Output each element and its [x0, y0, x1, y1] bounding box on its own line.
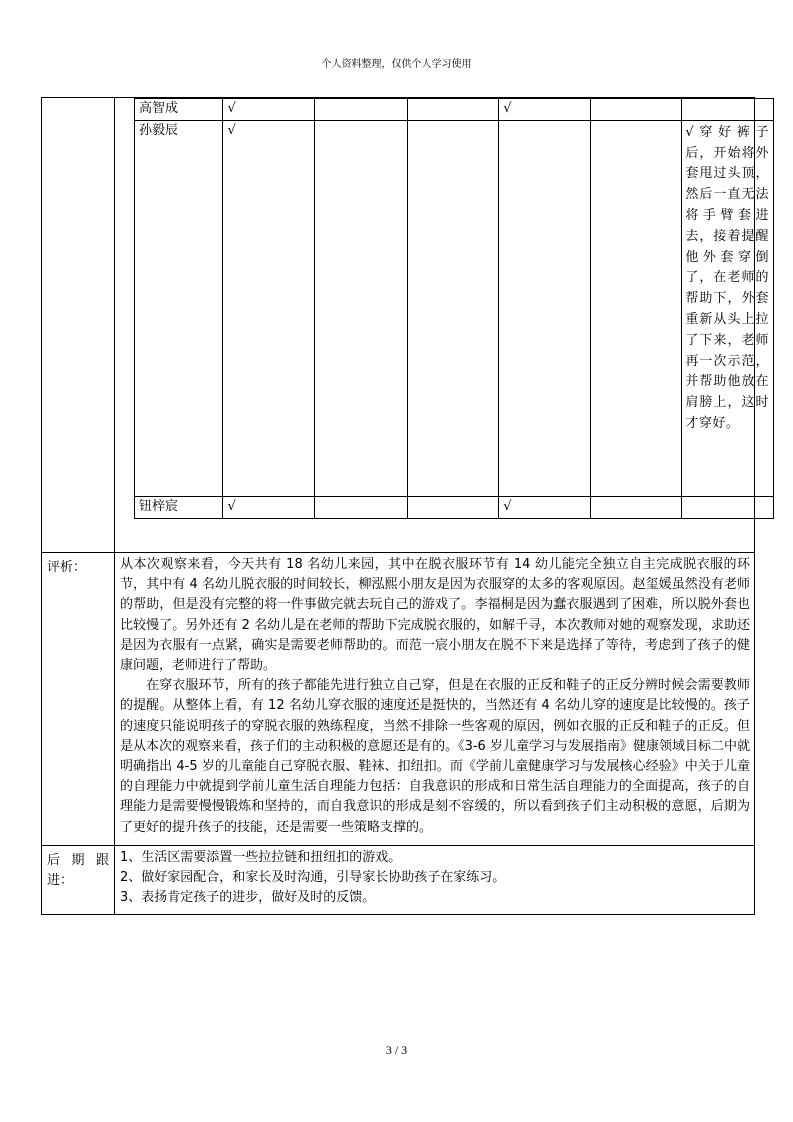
analysis-text — [115, 553, 755, 846]
observation-table — [41, 97, 769, 915]
table-row — [135, 496, 774, 518]
student-name: 孙毅辰 — [135, 120, 223, 496]
table-row — [135, 99, 774, 121]
followup-item: 1、生活区需要添置一些拉拉链和扭纽扣的游戏。 — [120, 850, 402, 865]
empty-cell — [590, 99, 682, 121]
empty-cell — [407, 120, 499, 496]
note-cell — [682, 496, 774, 518]
analysis-row — [42, 553, 755, 846]
empty-cell — [590, 120, 682, 496]
page-header: 个人资料整理，仅供个人学习使用 — [321, 59, 472, 70]
empty-cell — [407, 496, 499, 518]
student-name: 钮梓宸 — [135, 496, 223, 518]
student-name: 高智成 — [135, 99, 223, 121]
check-mark: √ — [223, 120, 315, 496]
check-mark: √ — [223, 496, 315, 518]
followup-row — [42, 846, 755, 915]
analysis-label: 评析： — [42, 553, 115, 846]
followup-text — [115, 846, 755, 915]
students-row — [42, 98, 755, 553]
analysis-paragraph-2: 在穿衣服环节，所有的孩子都能先进行独立自己穿，但是在衣服的正反和鞋子的正反分辨时候会需要教师的提醒。从整体上看，有 12 名幼儿穿衣服的速度还是挺快的，当然还有 4 名幼儿穿的速度是比较慢的。孩子的速度只能说明孩子的穿脱衣服的熟练程度，当然不排除一些客观的原因，例如衣服的正反和鞋子的正反。但是从本次的观察来看，孩子们的主动积极的意愿还是有的。《3-6 岁儿童学习与发展指南》健康领域目标二中就明确指出 4-5 岁的儿童能自己穿脱衣服、鞋袜、扣纽扣。而《学前儿童健康学习与发展核心经验》中关于儿童的自理能力中就提到学前儿童生活自理能力包括：自我意识的形成和日常生活自理能力的全面提高，孩子的自理能力是需要慢慢锻炼和坚持的，而自我意识的形成是刻不容缓的，所以看到孩子们主动积极的意愿，后期为了更好的提升孩子的技能，还是需要一些策略支撑的。 — [120, 678, 750, 835]
empty-cell — [590, 496, 682, 518]
followup-item: 3、表扬肯定孩子的进步，做好及时的反馈。 — [120, 890, 376, 906]
followup-label: 后期跟进： — [42, 846, 115, 915]
empty-cell — [499, 120, 591, 496]
check-mark: √ — [499, 99, 591, 121]
note-cell: √穿好裤子后，开始将外套甩过头顶，然后一直无法将手臂套进去，接着提醒他外套穿倒了，在老师的帮助下，外套重新从头上拉了下来，老师再一次示范，并帮助他放在肩膀上，这时才穿好。 — [682, 120, 774, 496]
students-table — [134, 98, 774, 519]
empty-cell — [407, 99, 499, 121]
table-row — [135, 120, 774, 496]
analysis-paragraph-1: 从本次观察来看，今天共有 18 名幼儿来园，其中在脱衣服环节有 14 幼儿能完全独立自主完成脱衣服的环节，其中有 4 名幼儿脱衣服的时间较长，柳泓熙小朋友是因为衣服穿的太多的客观原因。赵玺媛虽然没有老师的帮助，但是没有完整的将一件事做完就去玩自己的游戏了。李福桐是因为蠢衣服遇到了困难，所以脱外套也比较慢了。另外还有 2 名幼儿是在老师的帮助下完成脱衣服的，如解千寻，本次教师对她的观察发现，求助还是因为衣服有一点紧，确实是需要老师帮助的。而范一宸小朋友在脱不下来是选择了等待，考虑到了孩子的健康问题，老师进行了帮助。 — [120, 557, 750, 674]
check-mark: √ — [223, 99, 315, 121]
note-cell — [682, 99, 774, 121]
empty-cell — [315, 496, 408, 518]
empty-cell — [315, 120, 408, 496]
students-cell — [115, 98, 769, 553]
empty-cell — [315, 99, 408, 121]
followup-item: 2、做好家园配合，和家长及时沟通，引导家长协助孩子在家练习。 — [120, 870, 506, 886]
empty-label-cell — [42, 98, 115, 553]
page-number: 3 / 3 — [385, 1043, 408, 1057]
check-mark: √ — [499, 496, 591, 518]
